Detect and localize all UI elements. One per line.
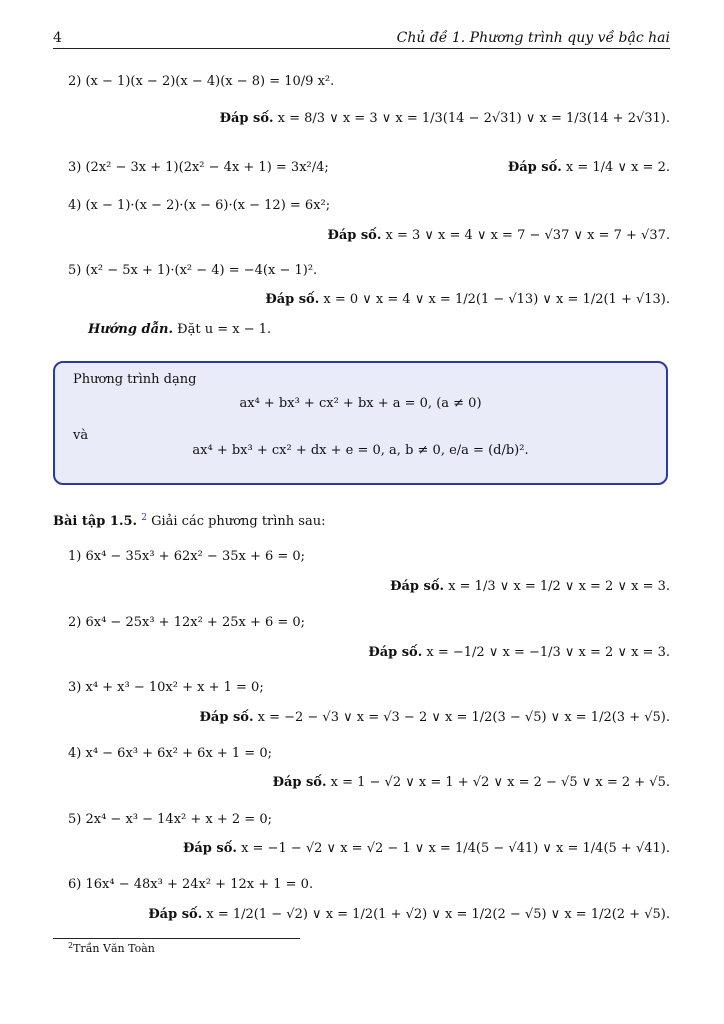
problem-4	[68, 746, 272, 761]
answer-value: x = 1 − √2 ∨ x = 1 + √2 ∨ x = 2 − √5 ∨ x = 2 + √5.	[330, 775, 670, 790]
answer-label: Đáp số.	[327, 228, 382, 243]
problem-3	[68, 680, 264, 695]
remark-box	[53, 361, 668, 485]
problem-4-top	[68, 198, 330, 213]
problem-number: 2)	[68, 615, 82, 630]
answer-2-top	[220, 111, 670, 126]
problem-number: 6)	[68, 877, 82, 892]
answer-label: Đáp số.	[219, 111, 274, 126]
answer-3-top	[508, 160, 670, 175]
answer-6	[148, 907, 670, 922]
problem-1	[68, 549, 305, 564]
problem-3-top	[68, 160, 329, 175]
answer-value: x = −2 − √3 ∨ x = √3 − 2 ∨ x = 1/2(3 − √5) ∨ x = 1/2(3 + √5).	[257, 710, 670, 725]
answer-label: Đáp số.	[183, 841, 237, 856]
problem-equation: 6x⁴ − 35x³ + 62x² − 35x + 6 = 0;	[85, 549, 306, 564]
answer-value: x = −1/2 ∨ x = −1/3 ∨ x = 2 ∨ x = 3.	[426, 645, 670, 660]
problem-2-top	[68, 74, 334, 89]
problem-equation: 2x⁴ − x³ − 14x² + x + 2 = 0;	[85, 812, 272, 827]
box-equation-2: ax⁴ + bx³ + cx² + dx + e = 0, a, b ≠ 0, e/a = (d/b)².	[192, 443, 529, 458]
problem-number: 3)	[68, 160, 82, 175]
hint-label: Hướng dẫn.	[88, 322, 173, 337]
answer-value: x = −1 − √2 ∨ x = √2 − 1 ∨ x = 1/4(5 − √41) ∨ x = 1/4(5 + √41).	[241, 841, 670, 856]
problem-number: 5)	[68, 812, 82, 827]
problem-equation: (x² − 5x + 1)·(x² − 4) = −4(x − 1)².	[85, 263, 318, 278]
exercise-label: Bài tập 1.5.	[53, 514, 138, 529]
problem-equation: x⁴ + x³ − 10x² + x + 1 = 0;	[85, 680, 264, 695]
answer-5-top	[265, 292, 670, 307]
footnote-text: Trần Văn Toàn	[73, 942, 155, 955]
answer-label: Đáp số.	[390, 579, 445, 594]
problem-5-top	[68, 263, 317, 278]
problem-5	[68, 812, 272, 827]
chapter-title: Chủ đề 1. Phương trình quy về bậc hai	[396, 30, 670, 46]
problem-equation: 6x⁴ − 25x³ + 12x² + 25x + 6 = 0;	[85, 615, 306, 630]
problem-number: 4)	[68, 746, 82, 761]
answer-4	[273, 775, 670, 790]
problem-number: 3)	[68, 680, 82, 695]
answer-label: Đáp số.	[272, 775, 327, 790]
header-rule	[53, 48, 670, 49]
answer-5	[183, 841, 670, 856]
problem-number: 4)	[68, 198, 82, 213]
answer-value: x = 8/3 ∨ x = 3 ∨ x = 1/3(14 − 2√31) ∨ x = 1/3(14 + 2√31).	[277, 111, 670, 126]
problem-equation: (x − 1)·(x − 2)·(x − 6)·(x − 12) = 6x²;	[85, 198, 331, 213]
hint	[88, 322, 271, 337]
answer-label: Đáp số.	[368, 645, 423, 660]
problem-equation: x⁴ − 6x³ + 6x² + 6x + 1 = 0;	[85, 746, 272, 761]
exercise-heading	[53, 513, 325, 529]
answer-label: Đáp số.	[265, 292, 320, 307]
answer-2	[368, 645, 670, 660]
box-intro: Phương trình dạng	[73, 372, 197, 387]
problem-number: 1)	[68, 549, 82, 564]
answer-label: Đáp số.	[148, 907, 203, 922]
answer-label: Đáp số.	[199, 710, 254, 725]
answer-value: x = 1/4 ∨ x = 2.	[565, 160, 670, 175]
problem-equation: (2x² − 3x + 1)(2x² − 4x + 1) = 3x²/4;	[85, 160, 329, 175]
answer-value: x = 0 ∨ x = 4 ∨ x = 1/2(1 − √13) ∨ x = 1/2(1 + √13).	[323, 292, 670, 307]
problem-equation: (x − 1)(x − 2)(x − 4)(x − 8) = 10/9 x².	[85, 74, 335, 89]
box-conjunction: và	[73, 428, 89, 443]
answer-value: x = 3 ∨ x = 4 ∨ x = 7 − √37 ∨ x = 7 + √37.	[385, 228, 670, 243]
answer-3	[200, 710, 670, 725]
footnote-mark: 2	[68, 941, 74, 950]
answer-1	[390, 579, 670, 594]
problem-6	[68, 877, 313, 892]
footnote	[68, 942, 155, 955]
problem-number: 5)	[68, 263, 82, 278]
footnote-link[interactable]: 2	[141, 513, 147, 523]
answer-value: x = 1/2(1 − √2) ∨ x = 1/2(1 + √2) ∨ x = 1/2(2 − √5) ∨ x = 1/2(2 + √5).	[206, 907, 670, 922]
answer-value: x = 1/3 ∨ x = 1/2 ∨ x = 2 ∨ x = 3.	[448, 579, 670, 594]
box-equation-1: ax⁴ + bx³ + cx² + bx + a = 0, (a ≠ 0)	[239, 396, 482, 411]
exercise-text: Giải các phương trình sau:	[151, 514, 326, 529]
page-number: 4	[53, 30, 62, 46]
problem-equation: 16x⁴ − 48x³ + 24x² + 12x + 1 = 0.	[85, 877, 314, 892]
answer-label: Đáp số.	[507, 160, 562, 175]
problem-2	[68, 615, 305, 630]
footnote-rule	[53, 938, 300, 939]
problem-number: 2)	[68, 74, 82, 89]
hint-text: Đặt u = x − 1.	[177, 322, 272, 337]
answer-4-top	[327, 228, 670, 243]
